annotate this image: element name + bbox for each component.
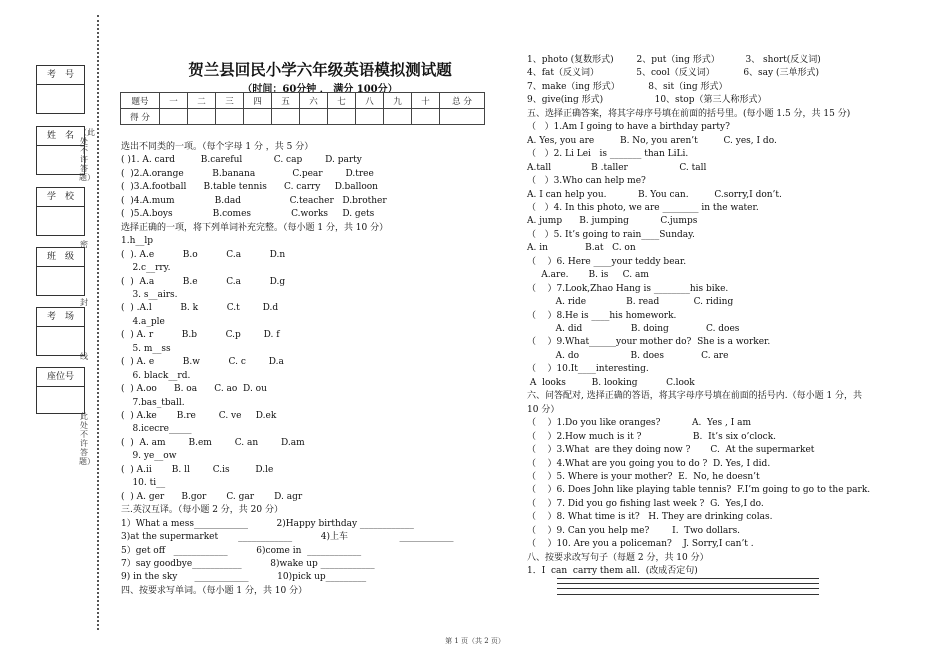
left-line: 1）What a mess____________ 2)Happy birthday ____________ <box>121 518 414 529</box>
field-blank[interactable] <box>37 387 84 413</box>
left-line: 7）say goodbye___________ 8)wake up ____________ <box>121 558 375 569</box>
answer-line[interactable] <box>557 578 819 579</box>
right-line: 1．I can carry them all. (改成否定句) <box>527 566 698 577</box>
right-line: A. do B. does C. are <box>527 350 729 361</box>
score-cell[interactable] <box>272 109 300 125</box>
right-line: （ ）3.Who can help me? <box>527 176 646 187</box>
score-header-cell: 一 <box>160 93 188 109</box>
right-line: （ ）9.What______your mother do? She is a worker. <box>527 337 771 348</box>
score-header-cell: 六 <box>300 93 328 109</box>
right-line: （ ）6. Here ____your teddy bear. <box>527 256 687 267</box>
right-line: （ ）6. Does John like playing table tennis? F.I’m going to go to the park. <box>527 485 871 496</box>
score-cell[interactable] <box>440 109 485 125</box>
right-line: （ ）2. Li Lei is _______ than LiLi. <box>527 149 689 160</box>
right-line: （ ）7. Did you go fishing last week ? G. Yes,I do. <box>527 498 764 509</box>
left-line: 1.h__lp <box>121 236 154 247</box>
score-table-header-row <box>121 93 485 109</box>
field-name <box>36 126 85 175</box>
left-line: ( ) A.oo B. oa C. ao D. ou <box>121 384 267 395</box>
field-exam-number <box>36 65 85 114</box>
score-header-cell: 五 <box>272 93 300 109</box>
score-cell[interactable] <box>216 109 244 125</box>
right-line: 7、make（ing 形式） 8、sit（ing 形式） <box>527 81 728 92</box>
margin-char-feng: 封 <box>80 298 88 307</box>
field-blank[interactable] <box>37 207 84 235</box>
right-line: 五、选择正确答案，将其字母序号填在前面的括号里。(每小题 1.5 分，共 15 分) <box>527 108 851 119</box>
field-label: 考 场 <box>37 308 84 327</box>
right-line: A.are. B. is C. am <box>527 270 649 281</box>
left-line: 9) in the sky ____________ 10)pick up_________ <box>121 572 367 583</box>
margin-char-xian: 线 <box>80 352 88 361</box>
field-label: 姓 名 <box>37 127 84 146</box>
score-cell[interactable] <box>328 109 356 125</box>
right-line: 4、fat（反义词） 5、cool（反义词） 6、say (三单形式) <box>527 68 820 79</box>
field-seat-number <box>36 367 85 414</box>
right-line: A. ride B. read C. riding <box>527 297 734 308</box>
field-school <box>36 187 85 236</box>
left-line: ( ) A. e B.w C. c D.a <box>121 357 284 368</box>
score-header-cell: 三 <box>216 93 244 109</box>
field-exam-room <box>36 307 85 356</box>
score-header-cell: 总 分 <box>440 93 485 109</box>
right-line: （ ）7.Look,Zhao Hang is ________his bike. <box>527 283 729 294</box>
score-header-cell: 八 <box>356 93 384 109</box>
right-line: （ ）3.What are they doing now ? C. At the supermarket <box>527 445 815 456</box>
field-class <box>36 247 85 296</box>
left-line: 8.icecre_____ <box>121 424 192 435</box>
right-line: （ ）1.Am I going to have a birthday party? <box>527 122 730 133</box>
answer-line[interactable] <box>557 583 819 584</box>
right-line: （ ）10.It____interesting. <box>527 364 649 375</box>
right-line: （ ）2.How much is it ? B. It’s six o’clock. <box>527 431 777 442</box>
score-header-cell: 四 <box>244 93 272 109</box>
left-line: 5. m__ss <box>121 343 171 354</box>
right-line: （ ）10. Are you a policeman? J. Sorry,I can’t . <box>527 539 754 550</box>
left-line: 3. s__airs. <box>121 289 178 300</box>
left-line: 四、按要求写单词。（每小题 1 分，共 10 分） <box>121 585 308 596</box>
right-line: （ ）8.He is ____his homework. <box>527 310 677 321</box>
right-line: 9、give(ing 形式) 10、stop（第三人称形式） <box>527 95 767 106</box>
answer-line[interactable] <box>557 594 819 595</box>
left-line: ( ) A. r B.b C.p D. f <box>121 330 280 341</box>
right-line: （ ）1.Do you like oranges? A. Yes , I am <box>527 418 752 429</box>
left-line: 3)at the supermarket ____________ 4)上车 ____________ <box>121 532 454 543</box>
left-line: 6. black__rd. <box>121 370 191 381</box>
score-header-cell: 七 <box>328 93 356 109</box>
page-title: 贺兰县回民小学六年级英语模拟测试题 <box>188 61 452 79</box>
score-cell[interactable] <box>384 109 412 125</box>
answer-line[interactable] <box>557 588 819 589</box>
right-line: （ ）9. Can you help me? I. Two dollars. <box>527 525 741 536</box>
right-line: 10 分） <box>527 404 560 415</box>
right-line: A. jump B. jumping C.jumps <box>527 216 698 227</box>
left-line: 2.c__rry. <box>121 263 171 274</box>
left-line: ( )1. A. card B.careful C. cap D. party <box>121 155 362 166</box>
right-line: A. did B. doing C. does <box>527 324 740 334</box>
field-blank[interactable] <box>37 146 84 174</box>
right-line: A. I can help you. B. You can. C.sorry,I don’t. <box>527 189 782 200</box>
right-line: （ ）4.What are you going you to do ? D. Yes, I did. <box>527 458 771 469</box>
score-cell[interactable] <box>356 109 384 125</box>
field-blank[interactable] <box>37 267 84 295</box>
left-line: ( ) A.ke B.re C. ve D.ek <box>121 411 277 421</box>
left-line: ( )3.A.football B.table tennis C. carry D.balloon <box>121 182 378 193</box>
right-line: （ ）5. Where is your mother? E. No, he doesn’t <box>527 471 760 482</box>
left-line: 7.bas_tball. <box>121 397 185 408</box>
left-line: 9. ye__ow <box>121 451 177 462</box>
left-line: ( )5.A.boys B.comes C.works D. gets <box>121 209 375 220</box>
right-line: 八、按要求改写句子（每题 2 分，共 10 分） <box>527 552 709 563</box>
right-line: A. in B.at C. on <box>527 243 636 254</box>
field-label: 班 级 <box>37 248 84 267</box>
right-line: A. Yes, you are B. No, you aren’t C. yes, I do. <box>527 135 777 146</box>
left-line: ( ) A.ii B. ll C.is D.le <box>121 464 274 475</box>
left-line: ( ). A.e B.o C.a D.n <box>121 249 286 260</box>
field-label: 座位号 <box>37 368 84 387</box>
margin-warning-bottom: 此处不许答题） <box>79 412 95 466</box>
score-row-label: 得 分 <box>121 109 160 125</box>
score-cell[interactable] <box>188 109 216 125</box>
score-table-score-row <box>121 109 485 125</box>
left-line: 10. ti__ <box>121 478 166 489</box>
right-line: （ ）8. What time is it? H. They are drinking colas. <box>527 512 773 523</box>
score-header-cell: 九 <box>384 93 412 109</box>
left-line: 5）get off ____________ 6)come in ____________ <box>121 545 362 556</box>
score-table <box>120 92 485 125</box>
score-header-cell: 二 <box>188 93 216 109</box>
score-cell[interactable] <box>300 109 328 125</box>
field-label: 考 号 <box>37 66 84 85</box>
page-footer: 第 1 页（共 2 页） <box>445 637 505 645</box>
field-blank[interactable] <box>37 85 84 113</box>
left-line: 三.英汉互译。（每小题 2 分，共 20 分） <box>121 505 283 516</box>
left-line: 4.a_ple <box>121 316 165 327</box>
margin-warning-top: （此处不许答题） <box>79 128 95 182</box>
right-line: （ ）5. It’s going to rain____Sunday. <box>527 229 695 240</box>
score-cell[interactable] <box>412 109 440 125</box>
left-line: ( ) .A.l B. k C.t D.d <box>121 303 279 314</box>
right-line: A.tall B .taller C. tall <box>527 162 707 173</box>
score-header-cell: 题号 <box>121 93 160 109</box>
right-line: 六、问答配对, 选择正确的答语，将其字母序号填在前面的括号内.（每小题 1 分，共 <box>527 391 863 402</box>
left-line: 选出不同类的一项。（每个字母 1 分 ，共 5 分） <box>121 142 314 152</box>
left-line: 选择正确的一项，将下列单词补充完整。（每小题 1 分，共 10 分） <box>121 222 389 233</box>
score-cell[interactable] <box>160 109 188 125</box>
left-line: ( )2.A.orange B.banana C.pear D.tree <box>121 168 374 179</box>
left-line: ( )4.A.mum B.dad C.teacher D.brother <box>121 195 387 206</box>
field-blank[interactable] <box>37 327 84 355</box>
right-line: 1、photo (复数形式) 2、put（ing 形式） 3、 short(反义词) <box>527 55 821 65</box>
binding-dotted-line <box>97 15 99 630</box>
left-line: ( ) A.a B.e C.a D.g <box>121 276 286 287</box>
margin-char-seal: 密 <box>80 240 88 249</box>
score-cell[interactable] <box>244 109 272 125</box>
left-line: ( ) A. am B.em C. an D.am <box>121 437 305 448</box>
right-line: （ ）4. In this photo, we are ________ in the water. <box>527 202 759 213</box>
exam-info: （时间：60分钟 ． 满分 100分） <box>242 84 398 95</box>
field-label: 学 校 <box>37 188 84 207</box>
left-line: ( ) A. ger B.gor C. gar D. agr <box>121 491 303 502</box>
right-line: A looks B. looking C.look <box>527 377 695 388</box>
score-header-cell: 十 <box>412 93 440 109</box>
